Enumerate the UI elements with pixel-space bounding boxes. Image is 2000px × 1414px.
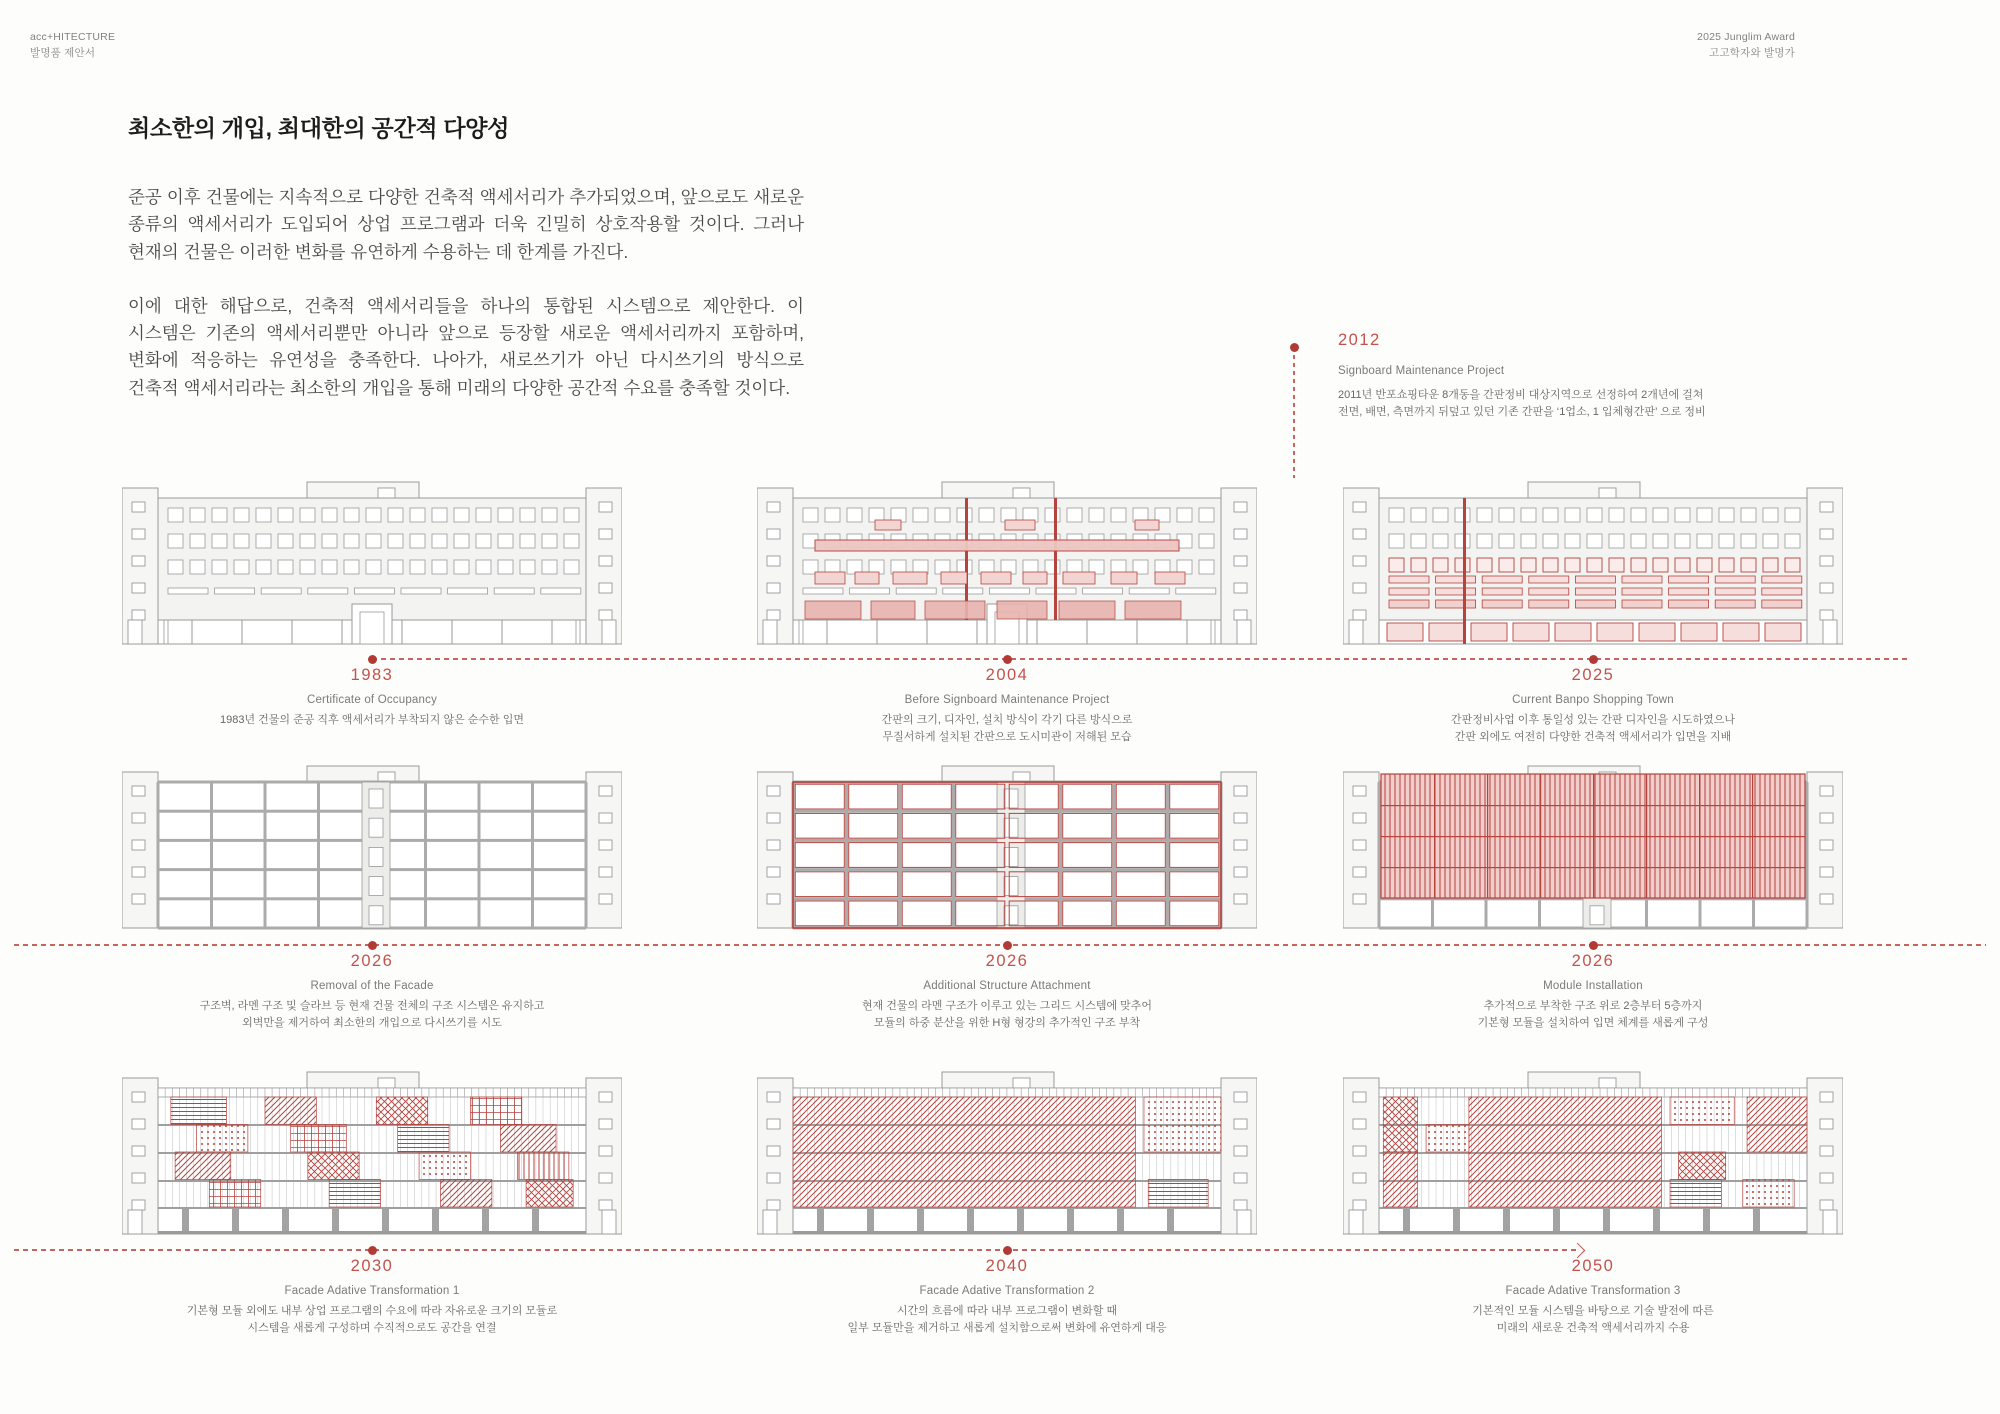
entry-desc: 현재 건물의 라멘 구조가 이루고 있는 그리드 시스템에 맞추어 모듈의 하중 분산을 위한 H형 형강의 추가적인 구조 부착 bbox=[861, 1000, 1153, 1029]
entry-title: Current Banpo Shopping Town bbox=[1512, 694, 1674, 706]
elevation-drawing-2004 bbox=[757, 480, 1257, 650]
elevation-drawing-2050 bbox=[1343, 1070, 1843, 1240]
timeline-entry-1983 bbox=[92, 666, 652, 731]
entry-year: 2004 bbox=[985, 666, 1029, 684]
elevation-drawing-2026-removal bbox=[122, 764, 622, 934]
entry-year: 2050 bbox=[1571, 1257, 1615, 1275]
timeline-entry-2030 bbox=[92, 1257, 652, 1336]
entry-desc: 구조벽, 라멘 구조 및 슬라브 등 현재 건물 전체의 구조 시스템은 유지하고 외벽만을 제거하여 최소한의 개입으로 다시쓰기를 시도 bbox=[199, 1000, 545, 1029]
entry-year: 2025 bbox=[1571, 666, 1615, 684]
entry-desc: 기본형 모듈 외에도 내부 상업 프로그램의 수요에 따라 자유로운 크기의 모듈로 시스템을 새롭게 구성하며 수직적으로도 공간을 연결 bbox=[186, 1305, 558, 1334]
entry-desc: 간판정비사업 이후 통일성 있는 간판 디자인을 시도하였으나 간판 외에도 여전히 다양한 건축적 액세서리가 입면을 지배 bbox=[1451, 714, 1735, 743]
elevation-drawing-2026-module bbox=[1343, 764, 1843, 934]
entry-desc: 1983년 건물의 준공 직후 액세서리가 부착되지 않은 순수한 입면 bbox=[220, 714, 524, 726]
timeline-vertical-line-2012 bbox=[1293, 355, 1295, 478]
timeline-dot-2026c bbox=[1589, 941, 1598, 950]
entry-title: Facade Adative Transformation 1 bbox=[284, 1285, 460, 1297]
timeline-dot-2004 bbox=[1003, 655, 1012, 664]
timeline-line-row1 bbox=[372, 658, 1908, 660]
timeline-dot-1983 bbox=[368, 655, 377, 664]
entry-year: 2026 bbox=[985, 952, 1029, 970]
timeline-entry-2040 bbox=[727, 1257, 1287, 1336]
brand-name: acc+HITECTURE bbox=[30, 31, 116, 43]
page-title: 최소한의 개입, 최대한의 공간적 다양성 bbox=[128, 115, 510, 141]
annotation-title: Signboard Maintenance Project bbox=[1338, 365, 1505, 377]
elevation-drawing-2030 bbox=[122, 1070, 622, 1240]
timeline-line-row3 bbox=[14, 1249, 1576, 1251]
award-block bbox=[1697, 29, 1795, 62]
timeline-dot-2026a bbox=[368, 941, 377, 950]
entry-title: Module Installation bbox=[1543, 980, 1643, 992]
intro-text bbox=[128, 184, 804, 402]
entry-year: 2030 bbox=[350, 1257, 394, 1275]
paragraph-1: 준공 이후 건물에는 지속적으로 다양한 건축적 액세서리가 추가되었으며, 앞으로도 새로운 종류의 액세서리가 도입되어 상업 프로그램과 더욱 긴밀히 상호작용할 것이다. 그러나 현재의 건물은 이러한 변화를 유연하게 수용하는 데 한계를 가진다. bbox=[128, 187, 804, 262]
entry-title: Additional Structure Attachment bbox=[923, 980, 1091, 992]
annotation-year: 2012 bbox=[1338, 331, 1381, 349]
entry-title: Facade Adative Transformation 3 bbox=[1505, 1285, 1681, 1297]
timeline-entry-2050 bbox=[1313, 1257, 1873, 1336]
entry-title: Certificate of Occupancy bbox=[306, 694, 438, 706]
elevation-drawing-2025 bbox=[1343, 480, 1843, 650]
entry-desc: 기본적인 모듈 시스템을 바탕으로 기술 발전에 따른 미래의 새로운 건축적 액세서리까지 수용 bbox=[1472, 1305, 1714, 1334]
entry-year: 2026 bbox=[1571, 952, 1615, 970]
entry-year: 2040 bbox=[985, 1257, 1029, 1275]
entry-title: Facade Adative Transformation 2 bbox=[919, 1285, 1095, 1297]
brand-block bbox=[30, 29, 115, 62]
entry-desc: 간판의 크기, 디자인, 설치 방식이 각기 다른 방식으로 무질서하게 설치된 간판으로 도시미관이 저해된 모습 bbox=[881, 714, 1133, 743]
timeline-dot-2012 bbox=[1290, 343, 1299, 352]
timeline-entry-2026-removal bbox=[92, 952, 652, 1031]
brand-subtitle: 발명품 제안서 bbox=[30, 47, 96, 60]
entry-title: Before Signboard Maintenance Project bbox=[904, 694, 1110, 706]
timeline-dot-2026b bbox=[1003, 941, 1012, 950]
elevation-drawing-1983 bbox=[122, 480, 622, 650]
annotation-2012 bbox=[1338, 331, 1958, 420]
annotation-desc: 2011년 반포쇼핑타운 8개동을 간판정비 대상지역으로 선정하여 2개년에 걸쳐 전면, 배면, 측면까지 뒤덮고 있던 기존 간판을 ‘1업소, 1 입체형간판’ 으로 정비 bbox=[1338, 389, 1706, 418]
timeline-entry-2026-structure bbox=[727, 952, 1287, 1031]
entry-title: Removal of the Facade bbox=[310, 980, 434, 992]
timeline-dot-2030 bbox=[368, 1246, 377, 1255]
timeline-dot-2040 bbox=[1003, 1246, 1012, 1255]
timeline-line-row2 bbox=[14, 944, 1986, 946]
timeline-entry-2025 bbox=[1313, 666, 1873, 745]
timeline-dot-2025 bbox=[1589, 655, 1598, 664]
timeline-entry-2026-module bbox=[1313, 952, 1873, 1031]
entry-year: 1983 bbox=[350, 666, 394, 684]
entry-desc: 시간의 흐름에 따라 내부 프로그램이 변화할 때 일부 모듈만을 제거하고 새롭게 설치함으로써 변화에 유연하게 대응 bbox=[847, 1305, 1167, 1334]
elevation-drawing-2026-structure bbox=[757, 764, 1257, 934]
timeline-entry-2004 bbox=[727, 666, 1287, 745]
elevation-drawing-2040 bbox=[757, 1070, 1257, 1240]
award-name: 2025 Junglim Award bbox=[1697, 31, 1795, 43]
paragraph-2: 이에 대한 해답으로, 건축적 액세서리들을 하나의 통합된 시스템으로 제안한다. 이 시스템은 기존의 액세서리뿐만 아니라 앞으로 등장할 새로운 액세서리까지 포함하며, 변화에 적응하는 유연성을 충족한다. 나아가, 새로쓰기가 아닌 다시쓰기의 방식으로 건축적 액세서리라는 최소한의 개입을 통해 미래의 다양한 공간적 수요를 충족할 것이다. bbox=[128, 295, 804, 398]
timeline-arrow-icon bbox=[1570, 1243, 1586, 1259]
award-subtitle: 고고학자와 발명가 bbox=[1709, 47, 1795, 60]
entry-year: 2026 bbox=[350, 952, 394, 970]
entry-desc: 추가적으로 부착한 구조 위로 2층부터 5층까지 기본형 모듈을 설치하여 입면 체계를 새롭게 구성 bbox=[1477, 1000, 1709, 1029]
